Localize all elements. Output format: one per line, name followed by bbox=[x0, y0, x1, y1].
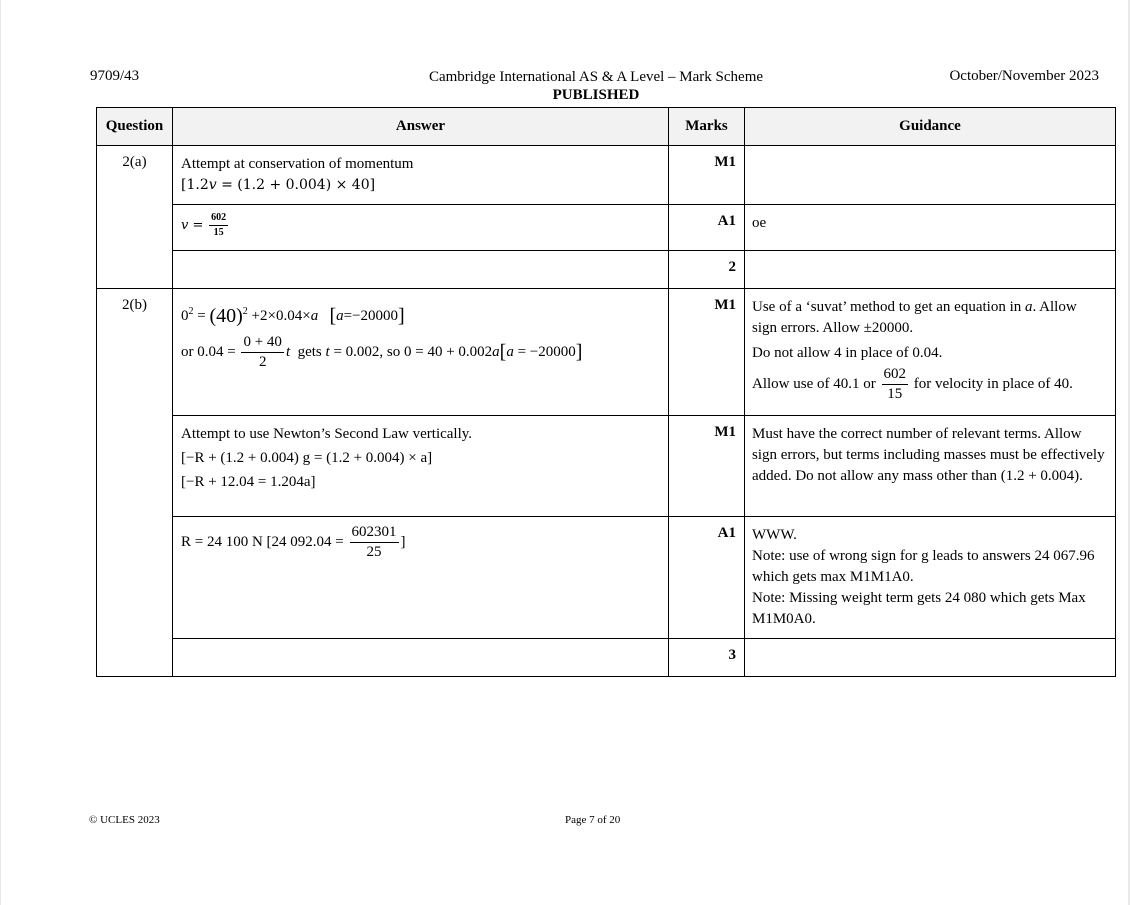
guidance-cell bbox=[745, 289, 1116, 416]
fraction-denominator: 15 bbox=[887, 386, 903, 402]
eq-term: 0 bbox=[181, 308, 189, 324]
guidance-line: Do not allow 4 in place of 0.04. bbox=[752, 345, 943, 361]
answer-cell bbox=[173, 416, 669, 517]
column-header-guidance: Guidance bbox=[745, 108, 1116, 146]
eq-term: gets bbox=[297, 343, 322, 360]
mark-cell: M1 bbox=[669, 146, 745, 205]
total-mark: 2 bbox=[669, 251, 745, 289]
answer-cell bbox=[173, 639, 669, 677]
exam-session: October/November 2023 bbox=[949, 68, 1099, 84]
table-header-row bbox=[97, 108, 1116, 146]
eq-term: a bbox=[506, 343, 514, 360]
fraction bbox=[882, 367, 909, 402]
mark-scheme-table bbox=[96, 107, 1116, 677]
eq-term: t bbox=[285, 343, 291, 360]
answer-cell bbox=[173, 205, 669, 251]
eq-term: a bbox=[310, 308, 319, 324]
answer-equation: [−R + 12.04 = 1.204a] bbox=[181, 474, 316, 490]
answer-cell bbox=[173, 146, 669, 205]
guidance-cell: oe bbox=[745, 205, 1116, 251]
suvat-equation: $0^2 = (40)^2 +2\times 0.04\times a$ [a=−20000] bbox=[181, 305, 405, 327]
title-line: Cambridge International AS & A Level – Mark Scheme bbox=[428, 69, 764, 85]
fraction-numerator: 602 bbox=[209, 213, 228, 226]
eq-term: a bbox=[336, 308, 344, 324]
fraction-numerator: 602301 bbox=[350, 525, 399, 543]
eq-term: or 0.04 = bbox=[181, 343, 236, 360]
answer-text: Attempt at conservation of momentum bbox=[181, 156, 414, 172]
fraction-denominator: 25 bbox=[366, 544, 382, 560]
column-header-answer: Answer bbox=[173, 108, 669, 146]
suvat-equation-alt bbox=[181, 335, 660, 370]
mark-cell: A1 bbox=[669, 205, 745, 251]
guidance-line bbox=[752, 367, 1107, 402]
guidance-line: Note: use of wrong sign for g leads to answers 24 067.96 which gets max M1M1A0. bbox=[752, 548, 1095, 585]
answer-equation: [−R + (1.2 + 0.004) g = (1.2 + 0.004) × a] bbox=[181, 450, 433, 466]
table-row bbox=[97, 517, 1116, 639]
guidance-line bbox=[752, 297, 1107, 318]
guidance-var: a bbox=[1024, 299, 1033, 315]
question-label-2a: 2(a) bbox=[97, 146, 173, 289]
table-row bbox=[97, 289, 1116, 416]
mark-cell: A1 bbox=[669, 517, 745, 639]
eq-term: +2×0.04× bbox=[251, 308, 311, 324]
total-mark: 3 bbox=[669, 639, 745, 677]
guidance-text: Allow use of 40.1 or bbox=[752, 375, 876, 392]
eq-term-value: (40) bbox=[209, 305, 243, 327]
fraction bbox=[241, 335, 283, 370]
fraction-denominator: 2 bbox=[258, 354, 267, 370]
published-label: PUBLISHED bbox=[552, 87, 640, 103]
answer-cell bbox=[173, 289, 669, 416]
eq-term: = 0.002, so 0 = 40 + 0.002 bbox=[333, 343, 493, 360]
column-header-question: Question bbox=[97, 108, 173, 146]
guidance-text: for velocity in place of 40. bbox=[913, 375, 1073, 392]
guidance-line: Note: Missing weight term gets 24 080 which gets Max M1M0A0. bbox=[752, 590, 1086, 627]
eq-term: [ bbox=[499, 340, 507, 363]
column-header-marks: Marks bbox=[669, 108, 745, 146]
paper-code: 9709/43 bbox=[90, 68, 140, 84]
guidance-cell bbox=[745, 639, 1116, 677]
answer-equation: R = 24 100 N [24 092.04 = bbox=[181, 533, 344, 550]
eq-term: a bbox=[492, 343, 500, 360]
guidance-text: . Allow bbox=[1032, 299, 1077, 315]
guidance-line: sign errors. Allow ±20000. bbox=[752, 320, 914, 336]
table-row bbox=[97, 146, 1116, 205]
guidance-cell bbox=[745, 251, 1116, 289]
fraction-denominator: 15 bbox=[213, 227, 224, 238]
table-row bbox=[97, 205, 1116, 251]
eq-term: =−20000 bbox=[343, 308, 399, 324]
guidance-cell bbox=[745, 517, 1116, 639]
table-row bbox=[97, 639, 1116, 677]
fraction-numerator: 0 + 40 bbox=[241, 335, 283, 353]
answer-equation: [1.2𝑣 = (1.2 + 0.004) × 40] bbox=[181, 177, 376, 193]
eq-term bbox=[209, 305, 242, 327]
answer-equation-end: ] bbox=[400, 533, 406, 550]
guidance-cell bbox=[745, 146, 1116, 205]
page-number: Page 7 of 20 bbox=[565, 814, 621, 826]
eq-term: = bbox=[197, 308, 206, 324]
answer-equation: 𝑣 = bbox=[181, 217, 204, 233]
fraction-numerator: 602 bbox=[882, 367, 909, 385]
fraction bbox=[350, 525, 399, 560]
answer-cell bbox=[173, 251, 669, 289]
answer-text: Attempt to use Newton’s Second Law vertically. bbox=[181, 426, 473, 442]
guidance-text: Use of a ‘suvat’ method to get an equation in bbox=[752, 299, 1022, 315]
mark-cell: M1 bbox=[669, 289, 745, 416]
mark-cell: M1 bbox=[669, 416, 745, 517]
answer-cell bbox=[173, 517, 669, 639]
table-row bbox=[97, 416, 1116, 517]
eq-term: t bbox=[325, 343, 330, 360]
copyright-footer: © UCLES 2023 bbox=[89, 814, 160, 826]
eq-term: = −20000 bbox=[517, 343, 576, 360]
eq-term: ] bbox=[398, 305, 405, 327]
eq-term: ] bbox=[575, 340, 583, 363]
eq-term: [ bbox=[329, 305, 337, 327]
fraction bbox=[209, 213, 228, 238]
guidance-line: WWW. bbox=[752, 527, 797, 543]
question-label-2b: 2(b) bbox=[97, 289, 173, 677]
table-row bbox=[97, 251, 1116, 289]
guidance-cell: Must have the correct number of relevant terms. Allow sign errors, but terms including masses must be effectively added. Do not allow any mass other than (1.2 + 0.004). bbox=[745, 416, 1116, 517]
